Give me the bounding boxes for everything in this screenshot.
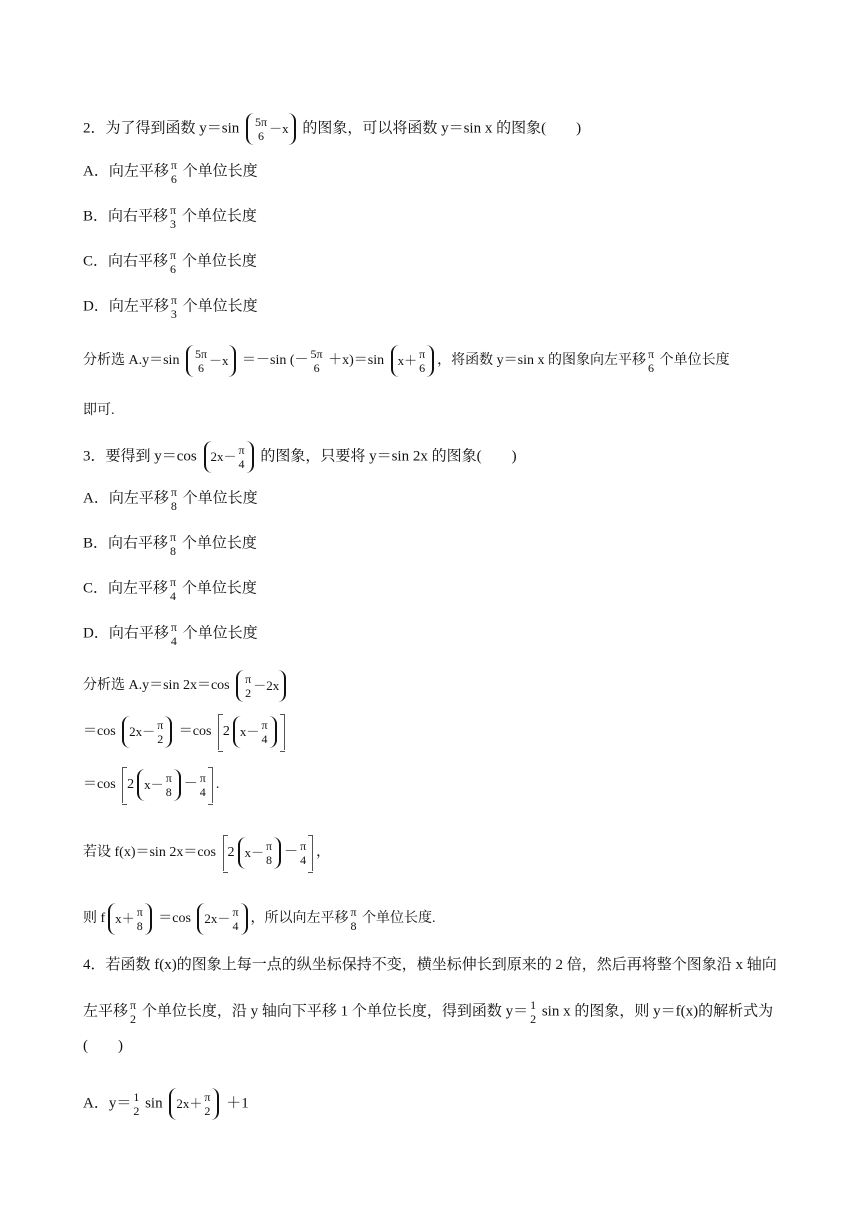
q3-analysis-line4: 若设 f(x)＝sin 2x＝cos 2 x－ π 8 － π 4 ，	[83, 835, 330, 871]
q2-option-a: A．向左平移 π 6 个单位长度	[83, 158, 258, 186]
q3-option-a: A．向左平移 π 8 个单位长度	[83, 485, 258, 513]
q2-analysis-end: 即可.	[83, 403, 115, 418]
q2-stem	[83, 113, 581, 145]
q3-analysis-line2: ＝cos 2x－ π 2 ＝cos 2 x－ π 4	[83, 714, 288, 750]
q3-stem: 3．要得到 y＝cos 2x－ π 4 的图象，只要将 y＝sin 2x 的图象( )	[83, 443, 517, 471]
q2-analysis: 分析选 A.y＝sin 5π 6 －x ＝－sin (－ 5π 6 ＋x)＝sin x＋ π 6 ，将函数 y＝sin x 的图象向左平移 π 6 个单位长度	[83, 347, 730, 375]
q4-line1: 4．若函数 f(x)的图象上每一点的纵坐标保持不变，横坐标伸长到原来的 2 倍，然后再将整个图象沿 x 轴向	[83, 957, 777, 973]
q2-stem-text-a: 2．为了得到函数 y＝sin	[83, 120, 240, 137]
q3-option-c: C．向左平移 π 4 个单位长度	[83, 575, 257, 603]
q2-option-c: C．向右平移 π 6 个单位长度	[83, 248, 257, 276]
q3-analysis-line1: 分析选 A.y＝sin 2x＝cos π 2 －2x	[83, 670, 289, 702]
q4-line2: 左平移 π 2 个单位长度，沿 y 轴向下平移 1 个单位长度，得到函数 y＝ 1 2 sin x 的图象，则 y＝f(x)的解析式为	[83, 998, 774, 1026]
q3-option-d: D．向右平移 π 4 个单位长度	[83, 620, 258, 648]
q4-option-a: A．y＝ 1 2 sin 2x＋ π 2 ＋1	[83, 1090, 249, 1118]
q2-stem-paren: 5π 6 －x	[246, 113, 296, 145]
q3-analysis-line3: ＝cos 2 x－ π 8 － π 4 .	[83, 767, 219, 803]
q4-line3: ( )	[83, 1038, 123, 1054]
q2-option-b: B．向右平移 π 3 个单位长度	[83, 203, 257, 231]
q2-option-d: D．向左平移 π 3 个单位长度	[83, 293, 258, 321]
q2-stem-text-b: 的图象，可以将函数 y＝sin x 的图象( )	[302, 120, 582, 137]
q3-analysis-line5: 则 f x＋ π 8 ＝cos 2x－ π 4 ，所以向左平移 π 8 个单位长度.	[83, 905, 436, 933]
q3-option-b: B．向右平移 π 8 个单位长度	[83, 530, 257, 558]
